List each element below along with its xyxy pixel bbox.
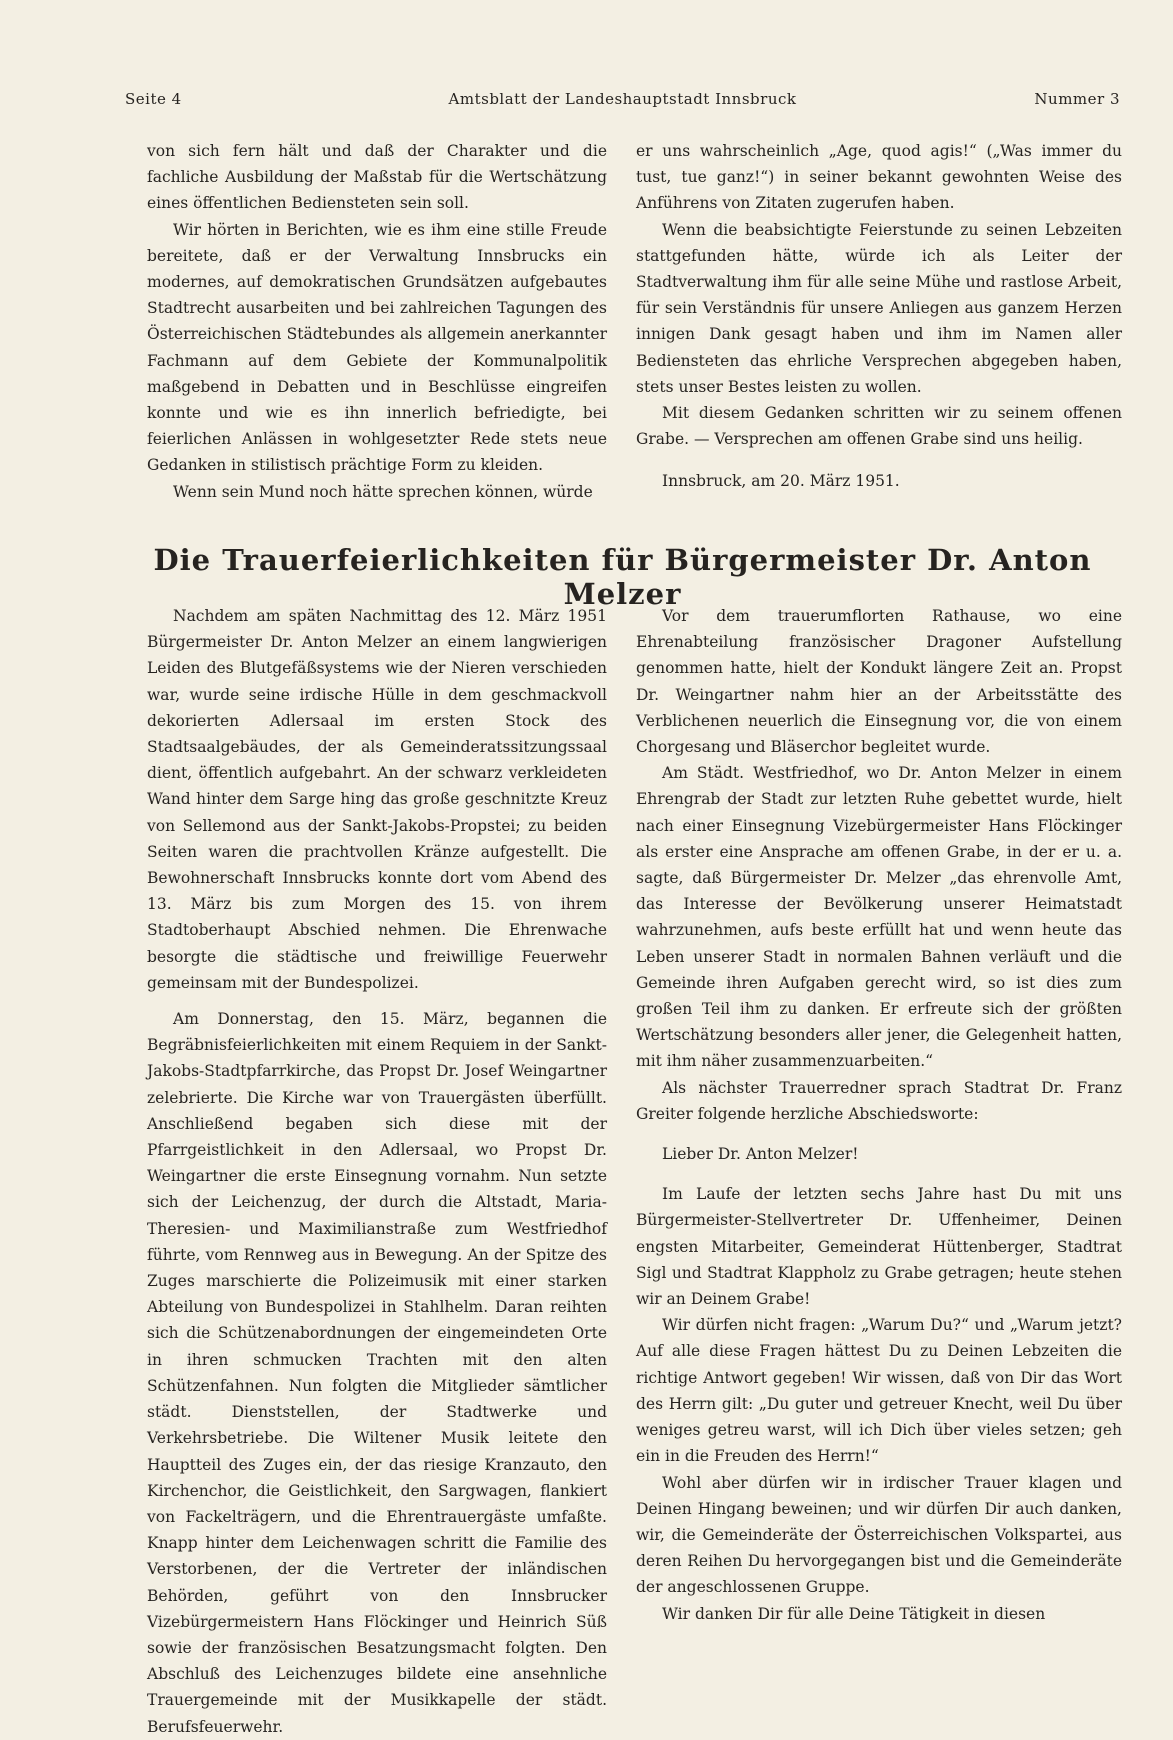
article-headline: Die Trauerfeierlichkeiten für Bürgermeister Dr. Anton Melzer: [153, 543, 1092, 611]
top-left-column: [147, 138, 607, 505]
top-right-column: [636, 138, 1122, 495]
bottom-left-column: [147, 603, 607, 1740]
page-number: Seite 4: [125, 90, 182, 108]
paragraph: Wir hörten in Berichten, wie es ihm eine stille Freude bereitete, daß er der Verwaltung Innsbrucks ein modernes, auf demokratischen Grundsätzen aufgebautes Stadtrecht ausarbeiten und bei zahlreichen Tagungen des Österreichischen Städtebundes als allgemein anerkannter Fachmann auf dem Gebiete der Kommunalpolitik maßgebend in Debatten und in Beschlüsse eingreifen konnte und wie es ihn innerlich befriedigte, bei feierlichen Anlässen in wohlgesetzter Rede stets neue Gedanken in stilistisch prächtige Form zu kleiden.: [147, 220, 607, 475]
paragraph: Im Laufe der letzten sechs Jahre hast Du mit uns Bürgermeister-Stellvertreter Dr. Uffenheimer, Deinen engsten Mitarbeiter, Gemeinderat Hüttenberger, Stadtrat Sigl und Stadtrat Klappholz zu Grabe getragen; heute stehen wir an Deinem Grabe!: [636, 1185, 1122, 1309]
running-header: [125, 90, 1120, 114]
publication-title: Amtsblatt der Landeshauptstadt Innsbruck: [448, 90, 797, 108]
paragraph: Am Städt. Westfriedhof, wo Dr. Anton Melzer in einem Ehrengrab der Stadt zur letzten Ruhe gebettet wurde, hielt nach einer Einsegnung Vizebürgermeister Hans Flöckinger als erster eine Ansprache am offenen Grabe, in der er u. a. sagte, daß Bürgermeister Dr. Melzer „das ehrenvolle Amt, das Interesse der Bevölkerung unserer Heimatstadt wahrzunehmen, aufs beste erfüllt hat und wenn heute das Leben unserer Stadt in normalen Bahnen verläuft und die Gemeinde ihren Aufgaben gerecht wird, so ist dies zum großen Teil ihm zu danken. Er erfreute sich der größten Wertschätzung besonders aller jener, die Gelegenheit hatten, mit ihm näher zusammenzuarbeiten.“: [636, 764, 1122, 1071]
paragraph: Als nächster Trauerredner sprach Stadtrat Dr. Franz Greiter folgende herzliche Abschiedsworte:: [636, 1078, 1122, 1123]
paragraph: Vor dem trauerumflorten Rathause, wo eine Ehrenabteilung französischer Dragoner Aufstellung genommen hatte, hielt der Kondukt längere Zeit an. Propst Dr. Weingartner nahm hier an der Arbeitsstätte des Verblichenen neuerlich die Einsegnung vor, die von einem Chorgesang und Bläserchor begleitet wurde.: [636, 607, 1122, 757]
paragraph: Nachdem am späten Nachmittag des 12. März 1951 Bürgermeister Dr. Anton Melzer an einem langwierigen Leiden des Blutgefäßsystems wie der Nieren verschieden war, wurde seine irdische Hülle in dem geschmackvoll dekorierten Adlersaal im ersten Stock des Stadtsaalgebäudes, der als Gemeinderatssitzungssaal dient, öffentlich aufgebahrt. An der schwarz verkleideten Wand hinter dem Sarge hing das große geschnitzte Kreuz von Sellemond aus der Sankt-Jakobs-Propstei; zu beiden Seiten waren die prachtvollen Kränze aufgestellt. Die Bewohnerschaft Innsbrucks konnte dort vom Abend des 13. März bis zum Morgen des 15. von ihrem Stadtoberhaupt Abschied nehmen. Die Ehrenwache besorgte die städtische und freiwillige Feuerwehr gemeinsam mit der Bundespolizei.: [147, 607, 607, 992]
paragraph: Wir dürfen nicht fragen: „Warum Du?“ und „Warum jetzt? Auf alle diese Fragen hättest Du zu Deinen Lebzeiten die richtige Antwort gegeben! Wir wissen, daß von Dir das Wort des Herrn gilt: „Du guter und getreuer Knecht, weil Du über weniges getreu warst, will ich Dich über vieles setzen; geh ein in die Freuden des Herrn!“: [636, 1316, 1122, 1466]
dateline: Innsbruck, am 20. März 1951.: [662, 472, 900, 491]
paragraph: er uns wahrscheinlich „Age, quod agis!“ („Was immer du tust, tue ganz!“) in seiner bekannt gewohnten Weise des Anführens von Zitaten zugerufen haben.: [636, 142, 1122, 213]
paragraph: Am Donnerstag, den 15. März, begannen die Begräbnisfeierlichkeiten mit einem Requiem in der Sankt-Jakobs-Stadtpfarrkirche, das Propst Dr. Josef Weingartner zelebrierte. Die Kirche war von Trauergästen überfüllt. Anschließend begaben sich diese mit der Pfarrgeistlichkeit in den Adlersaal, wo Propst Dr. Weingartner die erste Einsegnung vornahm. Nun setzte sich der Leichenzug, der durch die Altstadt, Maria-Theresien- und Maximilianstraße zum Westfriedhof führte, vom Rennweg aus in Bewegung. An der Spitze des Zuges marschierte die Polizeimusik mit einer starken Abteilung von Bundespolizei in Stahlhelm. Daran reihten sich die Schützenabordnungen der eingemeindeten Orte in ihren schmucken Trachten mit den alten Schützenfahnen. Nun folgten die Mitglieder sämtlicher städt. Dienststellen, der Stadtwerke und Verkehrsbetriebe. Die Wiltener Musik leitete den Hauptteil des Zuges ein, der das riesige Kranzauto, den Kirchenchor, die Geistlichkeit, den Sargwagen, flankiert von Fackelträgern, und die Ehrentrauergäste umfaßte. Knapp hinter dem Leichenwagen schritt die Familie des Verstorbenen, der die Vertreter der inländischen Behörden, geführt von den Innsbrucker Vizebürgermeistern Hans Flöckinger und Heinrich Süß sowie der französischen Besatzungsmacht folgten. Den Abschluß des Leichenzuges bildete eine ansehnliche Trauergemeinde mit der Musikkapelle der städt. Berufsfeuerwehr.: [147, 1010, 607, 1736]
paragraph: Mit diesem Gedanken schritten wir zu seinem offenen Grabe. — Versprechen am offenen Grabe sind uns heilig.: [636, 404, 1122, 449]
paragraph: Wohl aber dürfen wir in irdischer Trauer klagen und Deinen Hingang beweinen; und wir dürfen Dir auch danken, wir, die Gemeinderäte der Österreichischen Volkspartei, aus deren Reihen Du hervorgegangen bist und die Gemeinderäte der angeschlossenen Gruppe.: [636, 1473, 1122, 1597]
speech-salutation: Lieber Dr. Anton Melzer!: [662, 1145, 859, 1164]
issue-number: Nummer 3: [1034, 90, 1120, 108]
paragraph: Wenn sein Mund noch hätte sprechen können, würde: [173, 482, 593, 501]
bottom-right-column: [636, 603, 1122, 1627]
paragraph: Wir danken Dir für alle Deine Tätigkeit in diesen: [662, 1604, 1046, 1623]
paragraph: Wenn die beabsichtigte Feierstunde zu seinen Lebzeiten stattgefunden hätte, würde ich als Leiter der Stadtverwaltung ihm für alle seine Mühe und rastlose Arbeit, für sein Verständnis für unsere Anliegen aus ganzem Herzen innigen Dank gesagt haben und ihm im Namen aller Bediensteten das ehrliche Versprechen abgegeben haben, stets unser Bestes leisten zu wollen.: [636, 220, 1122, 396]
paragraph: von sich fern hält und daß der Charakter und die fachliche Ausbildung der Maßstab für die Wertschätzung eines öffentlichen Bediensteten sein soll.: [147, 142, 607, 213]
